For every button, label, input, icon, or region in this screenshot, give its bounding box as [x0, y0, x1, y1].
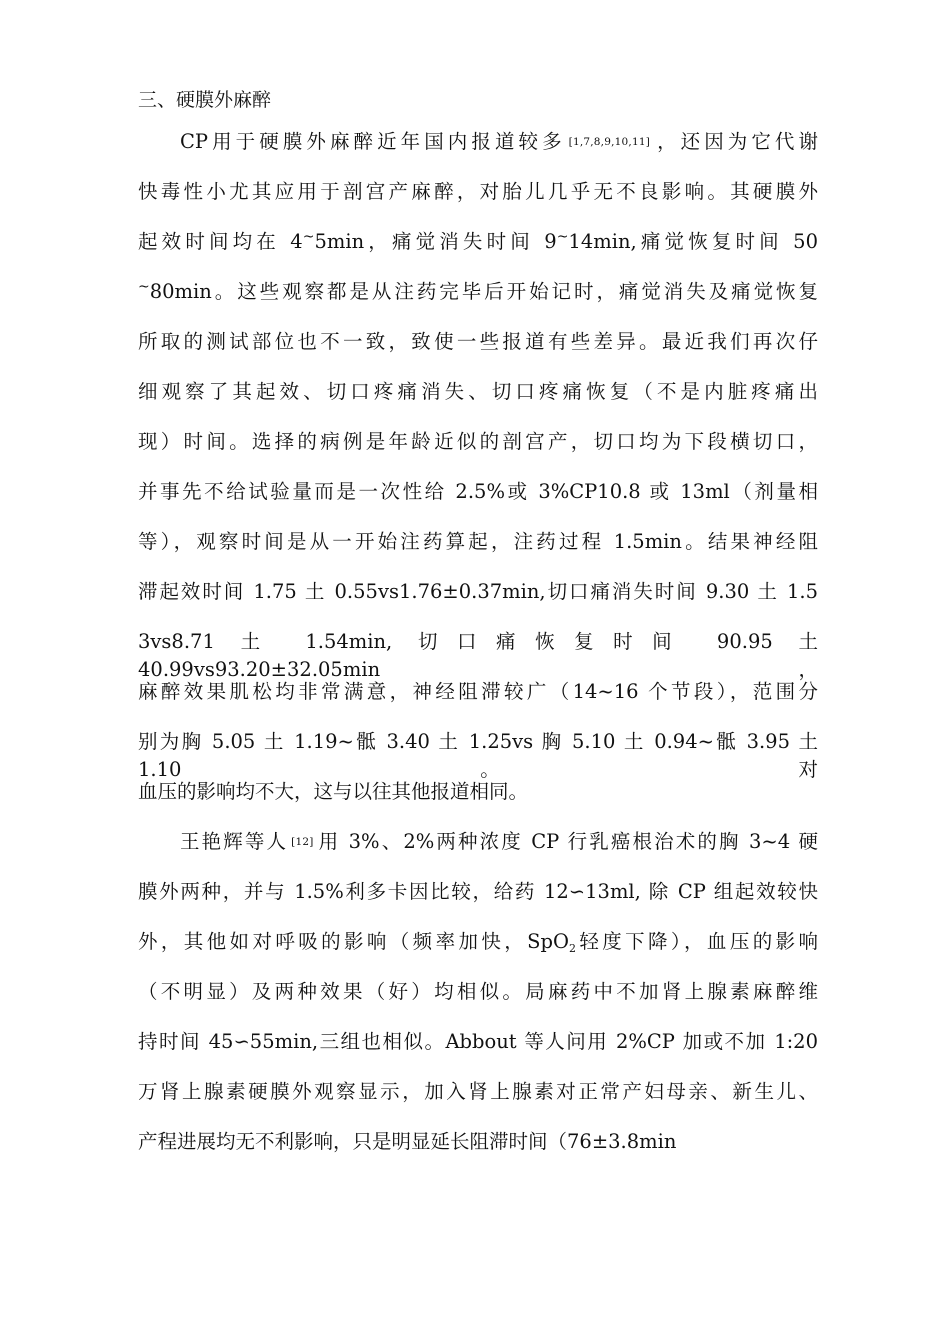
para2-line-1-text-a: 王艳辉等人 — [180, 830, 289, 853]
tilde-mark: ~ — [138, 279, 150, 295]
para1-line-1 — [180, 128, 818, 156]
para2-line-3 — [138, 928, 818, 956]
para1-line-14: 血压的影响均不大，这与以往其他报道相同。 — [138, 780, 529, 803]
para1-line-10: 滞起效时间 1.75 土 0.55vs1.76±0.37min,切口痛消失时间 9.30 土 1.5 — [138, 580, 818, 603]
para1-line-2: 快毒性小尤其应用于剖宫产麻醉，对胎儿几乎无不良影响。其硬膜外 — [138, 180, 818, 203]
tilde-mark: ~ — [302, 229, 315, 245]
para2-line-2: 膜外两种，并与 1.5%利多卡因比较，给药 12∽13ml, 除 CP 组起效较快 — [138, 880, 818, 903]
para1-line-13: 别为胸 5.05 土 1.19~骶 3.40 土 1.25vs 胸 5.10 土 0.94~骶 3.95 土 1.10。对 — [138, 730, 818, 781]
para1-line-1-text-a: CP用于硬膜外麻醉近年国内报道较多 — [180, 130, 566, 153]
para1-line-8: 并事先不给试验量而是一次性给 2.5%或 3%CP10.8 或 13ml（剂量相 — [138, 480, 818, 503]
para2-line-7: 产程进展均无不利影响，只是明显延长阻滞时间（76±3.8min — [138, 1130, 677, 1153]
para2-line-6: 万肾上腺素硬膜外观察显示，加入肾上腺素对正常产妇母亲、新生儿、 — [138, 1080, 818, 1103]
para1-line-7: 现）时间。选择的病例是年龄近似的剖宫产，切口均为下段横切口， — [138, 430, 818, 453]
para1-line-3-text-b: 5min，痛觉消失时间 9 — [314, 230, 557, 253]
para1-line-3 — [138, 228, 818, 256]
para1-line-6: 细观察了其起效、切口疼痛消失、切口疼痛恢复（不是内脏疼痛出 — [138, 380, 818, 403]
para1-line-12: 麻醉效果肌松均非常满意，神经阻滞较广（14~16 个节段），范围分 — [138, 680, 818, 703]
para2-line-1 — [180, 828, 818, 856]
para1-line-9: 等），观察时间是从一开始注药算起，注药过程 1.5min。结果神经阻 — [138, 530, 818, 553]
para2-line-4: （不明显）及两种效果（好）均相似。局麻药中不加肾上腺素麻醉维 — [138, 980, 818, 1003]
para1-line-11: 3vs8.71 土 1.54min, 切口痛恢复时间 90.95 土 40.99vs93.20±32.05min， — [138, 630, 818, 681]
section-heading: 三、硬膜外麻醉 — [138, 89, 272, 111]
para2-line-3-text-a: 外，其他如对呼吸的影响（频率加快，SpO — [138, 930, 569, 953]
para1-line-3-text-a: 起效时间均在 4 — [138, 230, 303, 253]
para2-line-1-text-b: 用 3%、2%两种浓度 CP 行乳癌根治术的胸 3~4 硬 — [316, 830, 818, 853]
para1-line-4-text: 80min。这些观察都是从注药完毕后开始记时，痛觉消失及痛觉恢复 — [149, 280, 818, 303]
para1-line-4 — [138, 278, 818, 306]
subscript-2: 2 — [568, 942, 576, 955]
citation-ref-1: [1,7,8,9,10,11] — [568, 136, 650, 148]
para2-line-5: 持时间 45∽55min,三组也相似。Abbout 等人问用 2%CP 加或不加 1:20 — [138, 1030, 818, 1053]
para1-line-1-text-b: ，还因为它代谢 — [653, 130, 818, 153]
para2-line-3-text-b: 轻度下降），血压的影响 — [575, 930, 818, 953]
citation-ref-12: [12] — [291, 836, 314, 848]
tilde-mark: ~ — [556, 229, 569, 245]
para1-line-3-text-c: 14min,痛觉恢复时间 50 — [568, 230, 818, 253]
para1-line-5: 所取的测试部位也不一致，致使一些报道有些差异。最近我们再次仔 — [138, 330, 818, 353]
